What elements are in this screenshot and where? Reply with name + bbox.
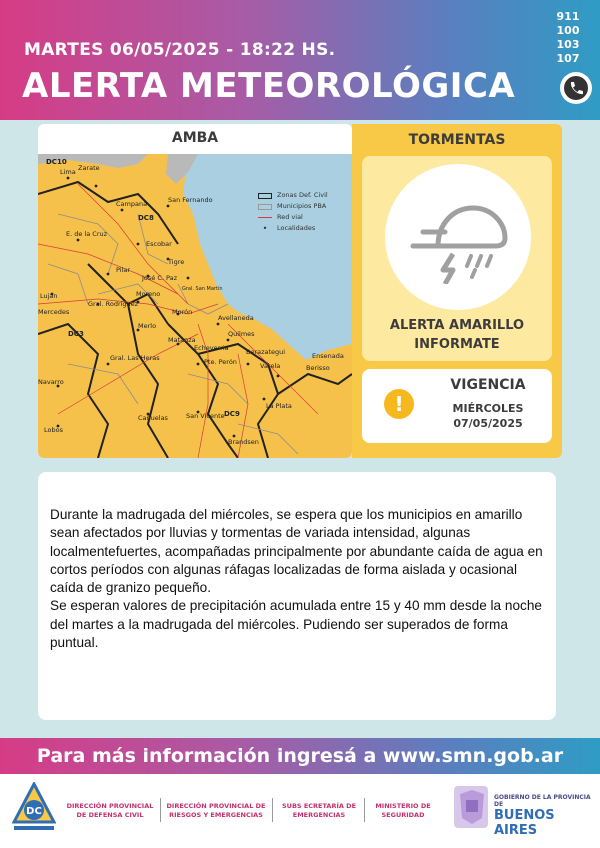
emergency-numbers [552, 10, 584, 66]
locality-label: Morón [172, 308, 193, 316]
validity-title: VIGENCIA [450, 377, 526, 393]
defensa-civil-logo [12, 782, 56, 834]
exclamation-icon: ! [384, 389, 414, 419]
divider [160, 798, 161, 822]
buenos-aires-logo [452, 782, 492, 832]
locality-label: Navarro [38, 378, 64, 386]
locality-label: José C. Paz [142, 274, 178, 282]
emergency-number: 911 [556, 10, 580, 23]
dc-logo-text: DC [26, 806, 42, 817]
zone-label: DC3 [68, 330, 84, 338]
locality-label: Campana [116, 200, 148, 208]
amba-map [38, 154, 352, 458]
locality-label: La Plata [266, 402, 292, 410]
org-riesgos-emergencias: DIRECCIÓN PROVINCIAL DE RIESGOS Y EMERGENCIAS [166, 802, 266, 819]
locality-label: Echeverria [194, 344, 229, 352]
locality-label: Moreno [136, 290, 161, 298]
map-legend: Zonas Def. Civil Municipios PBA Red vial • Localidades [258, 190, 328, 234]
org-defensa-civil: DIRECCIÓN PROVINCIAL DE DEFENSA CIVIL [66, 802, 154, 819]
phone-icon [560, 72, 592, 104]
legend-item: Zonas Def. Civil [277, 191, 328, 199]
description-card [38, 472, 556, 720]
locality-label: Zarate [78, 164, 100, 172]
header-banner [0, 0, 600, 120]
validity-day: MIÉRCOLES [452, 402, 524, 415]
locality-label: Luján [40, 292, 58, 300]
locality-label: Avellaneda [218, 314, 254, 322]
locality-label: Escobar [146, 240, 172, 248]
legend-item: Municipios PBA [277, 202, 327, 210]
locality-label: Mercedes [38, 308, 70, 316]
locality-label: Varela [260, 362, 281, 370]
validity-date [424, 401, 552, 431]
locality-label: Cañuelas [138, 414, 168, 422]
info-link-banner[interactable]: Para más información ingresá a www.smn.gob.ar [0, 738, 600, 774]
gov-small: GOBIERNO DE LA PROVINCIA DE [494, 794, 591, 808]
locality-label: Gral. Rodríguez [88, 300, 139, 308]
locality-label: Berazategui [246, 348, 286, 356]
page-title: ALERTA METEOROLÓGICA [22, 66, 516, 106]
locality-label: Gral. San Martín [182, 286, 223, 292]
locality-label: Quilmes [228, 330, 255, 338]
gov-big: BUENOS AIRES [494, 808, 555, 838]
emergency-number: 107 [556, 52, 580, 65]
alert-level-line: ALERTA AMARILLO [389, 318, 525, 333]
zone-label: DC8 [138, 214, 154, 222]
legend-item: Red vial [277, 213, 303, 221]
gov-label [494, 794, 600, 838]
legend-item: Localidades [277, 224, 316, 232]
emergency-number: 100 [556, 24, 580, 37]
locality-label: Berisso [306, 364, 330, 372]
alert-level [362, 316, 552, 354]
locality-label: Gral. Las Heras [110, 354, 160, 362]
thunderstorm-icon [393, 184, 523, 284]
divider [272, 798, 273, 822]
zone-label: DC10 [46, 158, 67, 166]
storm-alert-card [352, 124, 562, 458]
map-region-label: AMBA [171, 130, 219, 146]
locality-label: Ensenada [312, 352, 344, 360]
alert-datetime: MARTES 06/05/2025 - 18:22 HS. [24, 40, 336, 60]
locality-label: Tigre [168, 258, 185, 266]
phenomenon-label: TORMENTAS [408, 132, 506, 148]
locality-label: Merlo [138, 322, 157, 330]
storm-icon-circle [385, 164, 531, 310]
locality-label: Pte. Perón [204, 358, 237, 366]
validity-panel [362, 369, 552, 443]
locality-label: San Fernando [168, 196, 213, 204]
org-subsecretaria: SUBS ECRETARÍA DE EMERGENCIAS [281, 802, 357, 819]
locality-label: San Vicente [186, 412, 225, 420]
alert-action-line: INFORMATE [414, 337, 500, 352]
zone-label: DC9 [224, 410, 240, 418]
alert-description: Durante la madrugada del miércoles, se espera que los municipios en amarillo sean afectados por lluvias y tormentas de variada intensidad, algunas localmentefuertes, acompañadas principalmente por abundante caída de agua en cortos períodos con algunas ráfagas localizadas de forma aislada y ocasional caída de granizo pequeño. Se esperan valores de precipitación acumulada entre 15 y 40 mm desde la noche del martes a la madrugada del miércoles. Pudiendo ser superados de forma puntual. [50, 507, 543, 651]
alert-panel [362, 156, 552, 361]
locality-label: Matanza [168, 336, 196, 344]
divider [364, 798, 365, 822]
map-card [38, 124, 352, 458]
locality-label: Brandsen [228, 438, 259, 446]
org-ministerio: MINISTERIO DE SEGURIDAD [375, 802, 431, 819]
locality-label: Lobos [44, 426, 63, 434]
emergency-number: 103 [556, 38, 580, 51]
footer-logos [0, 774, 600, 848]
validity-date-value: 07/05/2025 [453, 417, 523, 430]
locality-label: Lima [60, 168, 76, 176]
locality-label: Pilar [116, 266, 131, 274]
locality-label: E. de la Cruz [66, 230, 108, 238]
